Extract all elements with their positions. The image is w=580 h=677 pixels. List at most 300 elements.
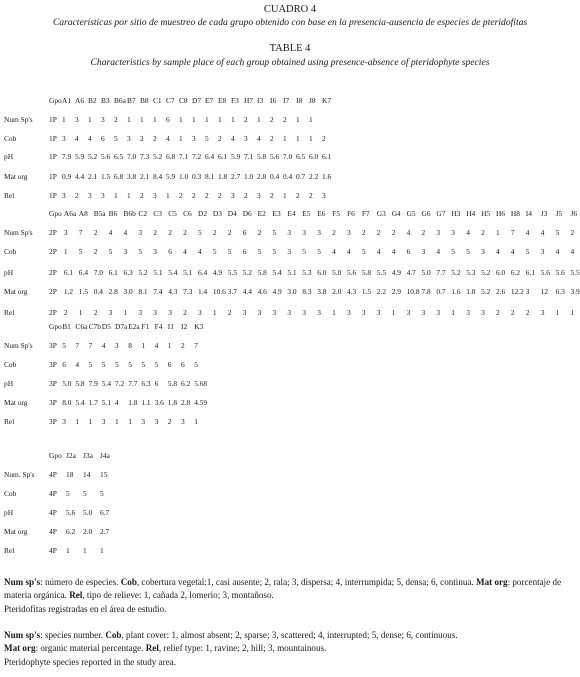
table-cell: 5.6 bbox=[540, 268, 550, 277]
table-cell: 1 bbox=[283, 134, 287, 143]
table-cell: 5 bbox=[194, 360, 198, 369]
table-cell: 2 bbox=[376, 228, 381, 237]
table-cell: 8.1 bbox=[205, 172, 215, 181]
table-cell: 4 bbox=[540, 228, 545, 237]
table-cell: 2 bbox=[93, 247, 98, 256]
column-header: E7 bbox=[205, 96, 214, 105]
table-cell: 7 bbox=[78, 228, 83, 237]
column-header: K3 bbox=[194, 322, 204, 331]
table-cell: 4 bbox=[123, 228, 128, 237]
table-cell: 1 bbox=[83, 546, 87, 555]
table-cell: 1 bbox=[62, 115, 66, 124]
table-cell: 6.8 bbox=[166, 152, 176, 161]
table-cell: 1 bbox=[555, 308, 560, 317]
table-cell: 5 bbox=[205, 134, 209, 143]
table-cell: 7.9 bbox=[88, 379, 98, 388]
row-label: Mat org bbox=[4, 287, 28, 296]
table-cell: 6 bbox=[242, 247, 247, 256]
table-cell: 2 bbox=[481, 228, 485, 237]
table-cell: 5 bbox=[128, 360, 132, 369]
table-cell: 2 bbox=[93, 308, 98, 317]
table-cell: 7.7 bbox=[128, 379, 138, 388]
table-cell: 3 bbox=[406, 308, 411, 317]
spanish-legend bbox=[4, 576, 578, 616]
table-cell: 6.8 bbox=[114, 172, 124, 181]
table-cell: 2 bbox=[283, 115, 287, 124]
table-cell: 1 bbox=[309, 115, 313, 124]
table-cell: 0.9 bbox=[62, 172, 72, 181]
column-header: H3 bbox=[451, 209, 461, 218]
table-cell: 4.7 bbox=[406, 268, 416, 277]
table-cell: 1 bbox=[391, 308, 396, 317]
column-header: E3 bbox=[272, 209, 281, 218]
table-cell: 5.8 bbox=[167, 379, 178, 388]
table-cell: 1.5 bbox=[78, 287, 89, 296]
table-cell: 3 bbox=[88, 191, 92, 200]
table-cell: 5.6 bbox=[66, 508, 76, 517]
row-label: Mat org bbox=[4, 527, 28, 536]
table-cell: 3.8 bbox=[317, 287, 327, 296]
column-header: Gpo bbox=[49, 96, 62, 105]
table-cell: 8 bbox=[128, 341, 132, 350]
table-cell: 3 bbox=[62, 134, 66, 143]
table-cell: 6 bbox=[406, 247, 411, 256]
column-header: G6 bbox=[421, 209, 431, 218]
table-cell: 4 bbox=[406, 228, 411, 237]
table-cell: 3 bbox=[138, 308, 143, 317]
column-header: C3 bbox=[153, 209, 162, 218]
table-cell: 3 bbox=[451, 228, 455, 237]
table-cell: 8.0 bbox=[62, 398, 72, 407]
table-cell: 2 bbox=[244, 115, 248, 124]
table-cell: 7.1 bbox=[244, 152, 254, 161]
legend-term: Mat org bbox=[476, 577, 508, 587]
table-cell: 5.0 bbox=[83, 508, 93, 517]
table-cell: 7.0 bbox=[127, 152, 137, 161]
legend-def: , relief type: 1, ravine; 2, hill; 3, mountainous. bbox=[158, 643, 327, 654]
table-cell: 14 bbox=[83, 470, 91, 479]
column-header: B6b bbox=[123, 209, 136, 218]
table-cell: 5 bbox=[525, 247, 530, 256]
table-cell: 2 bbox=[322, 134, 326, 143]
table-cell: 4 bbox=[75, 134, 79, 143]
column-header: H8 bbox=[510, 209, 520, 218]
table-cell: 5.2 bbox=[138, 268, 148, 277]
column-header: A8 bbox=[78, 209, 88, 218]
table-cell: 2 bbox=[179, 191, 183, 200]
table-cell: 3 bbox=[127, 134, 131, 143]
table-cell: 5.5 bbox=[376, 268, 387, 277]
table-cell: 1 bbox=[283, 191, 287, 200]
table-cell: 6 bbox=[181, 360, 185, 369]
column-header: C6 bbox=[183, 209, 192, 218]
table-cell: 0.4 bbox=[283, 172, 293, 181]
table-cell: 3 bbox=[302, 308, 306, 317]
table-cell: 2 bbox=[205, 191, 209, 200]
table-cell: 2 bbox=[525, 308, 530, 317]
table-cell: 2.0 bbox=[83, 527, 93, 536]
table-cell: 2 bbox=[167, 417, 172, 426]
table-cell: 3 bbox=[361, 308, 366, 317]
column-header: C7b bbox=[88, 322, 101, 331]
table-cell: 2 bbox=[510, 308, 515, 317]
table-cell: 5.1 bbox=[101, 398, 112, 407]
table-cell: 4P bbox=[49, 470, 57, 479]
column-header: J3a bbox=[83, 451, 93, 460]
row-label: Mat org bbox=[4, 398, 28, 407]
legend-def: : organic material percentage. bbox=[35, 643, 146, 654]
table-cell: 2 bbox=[183, 308, 187, 317]
table-cell: 4 bbox=[555, 247, 560, 256]
table-cell: 1 bbox=[167, 341, 172, 350]
table-cell: 2.9 bbox=[391, 287, 401, 296]
table-cell: 4 bbox=[525, 228, 530, 237]
table-cell: 5.1 bbox=[287, 268, 297, 277]
table-cell: 2 bbox=[140, 134, 144, 143]
table-cell: 5 bbox=[115, 360, 119, 369]
table-cell: 6.2 bbox=[510, 268, 521, 277]
table-cell: 5 bbox=[317, 247, 321, 256]
table-cell: 5.0 bbox=[421, 268, 431, 277]
table-cell: 1 bbox=[194, 417, 198, 426]
table-cell: 2P bbox=[49, 308, 57, 317]
table-cell: 5 bbox=[114, 134, 118, 143]
table-cell: 5 bbox=[272, 228, 277, 237]
column-header: Gpo bbox=[49, 209, 62, 218]
table-cell: 2.0 bbox=[332, 287, 342, 296]
table-cell: 5.6 bbox=[270, 152, 280, 161]
table-cell: 5.4 bbox=[75, 398, 85, 407]
table-cell: 6.4 bbox=[198, 268, 208, 277]
table-cell: 1 bbox=[88, 417, 93, 426]
row-label: Cob bbox=[4, 247, 17, 256]
table-cell: 6.1 bbox=[525, 268, 536, 277]
table-cell: 3 bbox=[244, 134, 248, 143]
table-cell: 6.3 bbox=[555, 287, 565, 296]
table-cell: 6 bbox=[166, 115, 170, 124]
table-cell: 3 bbox=[347, 228, 351, 237]
table-cell: 4.3 bbox=[168, 287, 178, 296]
table-cell: 4 bbox=[88, 134, 92, 143]
column-header: E4 bbox=[287, 209, 296, 218]
table-cell: 3 bbox=[101, 191, 105, 200]
table-cell: 1P bbox=[49, 115, 57, 124]
row-label: Mat org bbox=[4, 172, 28, 181]
column-header: E8 bbox=[218, 96, 227, 105]
table-cell: 5 bbox=[361, 247, 366, 256]
row-label: Rel bbox=[4, 191, 15, 200]
column-header: I4 bbox=[525, 209, 532, 218]
legend-term: Num sp's bbox=[4, 577, 41, 587]
table-cell: 5.6 bbox=[101, 152, 111, 161]
table-title: TABLE 4 bbox=[269, 43, 311, 54]
table-cell: 2 bbox=[270, 191, 274, 200]
table-cell: 3 bbox=[123, 247, 128, 256]
table-cell: 7 bbox=[510, 228, 515, 237]
table-cell: 5 bbox=[101, 360, 106, 369]
table-cell: 5.3 bbox=[302, 268, 312, 277]
table-cell: 3 bbox=[436, 228, 441, 237]
table-cell: 5 bbox=[257, 247, 262, 256]
table-cell: 3 bbox=[75, 115, 79, 124]
table-cell: 3 bbox=[242, 308, 247, 317]
table-cell: 6.1 bbox=[108, 268, 118, 277]
table-cell: 2 bbox=[183, 228, 187, 237]
column-header: D2 bbox=[198, 209, 208, 218]
table-cell: 5.3 bbox=[466, 268, 476, 277]
table-cell: 18 bbox=[66, 470, 74, 479]
table-cell: 2 bbox=[212, 228, 217, 237]
table-cell: 4 bbox=[376, 247, 381, 256]
table-cell: 6 bbox=[62, 360, 66, 369]
cuadro-title: CUADRO 4 bbox=[263, 4, 317, 15]
table-cell: 10.6 bbox=[212, 287, 226, 296]
table-cell: 2.1 bbox=[88, 172, 98, 181]
table-cell: 2P bbox=[49, 268, 57, 277]
table-cell: 3 bbox=[436, 308, 441, 317]
table-cell: 2 bbox=[332, 228, 336, 237]
column-header: A6a bbox=[63, 209, 77, 218]
table-cell: 3 bbox=[525, 287, 530, 296]
table-cell: 4 bbox=[257, 134, 261, 143]
table-cell: 3.7 bbox=[227, 287, 238, 296]
table-cell: 4 bbox=[115, 398, 119, 407]
table-cell: 2P bbox=[49, 228, 57, 237]
table-cell: 3 bbox=[108, 308, 113, 317]
table-cell: 4 bbox=[466, 228, 470, 237]
table-cell: 1 bbox=[296, 134, 300, 143]
table-cell: 4 bbox=[198, 247, 202, 256]
table-cell: 1 bbox=[231, 115, 235, 124]
table-cell: 3 bbox=[141, 417, 146, 426]
table-cell: 3P bbox=[49, 360, 57, 369]
table-cell: 5 bbox=[451, 247, 455, 256]
table-cell: 6.4 bbox=[78, 268, 89, 277]
table-cell: 3 bbox=[481, 247, 485, 256]
column-header: B1 bbox=[62, 322, 71, 331]
table-cell: 6.5 bbox=[296, 152, 306, 161]
table-cell: 2 bbox=[153, 228, 157, 237]
english-caption: Characteristics by sample place of each group obtained using presence-absence of pteridophyte species bbox=[90, 57, 490, 68]
table-cell: 5 bbox=[466, 247, 470, 256]
table-cell: 2 bbox=[309, 191, 313, 200]
table-cell: 1 bbox=[153, 115, 157, 124]
column-header: B7 bbox=[127, 96, 136, 105]
table-cell: 2.7 bbox=[231, 172, 241, 181]
table-cell: 1.5 bbox=[361, 287, 372, 296]
row-label: Num Sp's bbox=[4, 341, 33, 350]
table-cell: 3 bbox=[192, 134, 196, 143]
table-cell: 3 bbox=[153, 308, 157, 317]
table-cell: 6.4 bbox=[205, 152, 215, 161]
table-cell: 5 bbox=[198, 228, 202, 237]
table-cell: 1 bbox=[63, 247, 68, 256]
table-cell: 1.7 bbox=[88, 398, 98, 407]
table-cell: 5 bbox=[66, 489, 70, 498]
table-cell: 5.9 bbox=[231, 152, 241, 161]
table-cell: 2.2 bbox=[376, 287, 387, 296]
table-cell: 1.8 bbox=[218, 172, 228, 181]
table-cell: 5 bbox=[212, 247, 217, 256]
table-cell: 3 bbox=[481, 308, 485, 317]
column-header: H7 bbox=[244, 96, 254, 105]
table-cell: 1 bbox=[451, 308, 455, 317]
table-cell: 1 bbox=[179, 115, 183, 124]
table-cell: 7.9 bbox=[62, 152, 72, 161]
table-cell: 5 bbox=[88, 360, 93, 369]
column-header: I3 bbox=[257, 96, 264, 105]
table-cell: 7.3 bbox=[140, 152, 150, 161]
table-cell: 7.3 bbox=[183, 287, 193, 296]
column-header: B5a bbox=[93, 209, 106, 218]
table-cell: 4 bbox=[332, 247, 336, 256]
table-cell: 6.0 bbox=[317, 268, 327, 277]
column-header: H5 bbox=[481, 209, 491, 218]
table-cell: 3 bbox=[322, 191, 326, 200]
table-cell: 5.4 bbox=[168, 268, 178, 277]
column-header: B6a bbox=[114, 96, 126, 105]
table-cell: 2 bbox=[114, 115, 118, 124]
table-cell: 3 bbox=[376, 308, 381, 317]
column-header: D7a bbox=[115, 322, 128, 331]
column-header: J3 bbox=[540, 209, 548, 218]
column-header: D7 bbox=[192, 96, 202, 105]
column-header: B3 bbox=[101, 96, 110, 105]
table-cell: 3 bbox=[540, 247, 545, 256]
table-cell: 3 bbox=[287, 228, 292, 237]
column-header: C7 bbox=[166, 96, 175, 105]
table-cell: 3 bbox=[317, 308, 321, 317]
table-cell: 5.8 bbox=[361, 268, 372, 277]
table-cell: 0.7 bbox=[436, 287, 446, 296]
table-cell: 6.1 bbox=[218, 152, 228, 161]
table-cell: 5 bbox=[138, 247, 143, 256]
table-cell: 1.0 bbox=[244, 172, 254, 181]
row-label: Rel bbox=[4, 546, 15, 555]
row-label: Rel bbox=[4, 308, 15, 317]
table-cell: 4 bbox=[75, 360, 80, 369]
table-cell: 5.6 bbox=[347, 268, 357, 277]
table-cell: 7 bbox=[88, 341, 93, 350]
table-cell: 3 bbox=[138, 228, 143, 237]
table-cell: 3P bbox=[49, 398, 57, 407]
legend-term: Mat org bbox=[4, 643, 36, 654]
table-cell: 1 bbox=[205, 115, 209, 124]
table-cell: 1 bbox=[128, 417, 132, 426]
table-cell: 1 bbox=[212, 308, 217, 317]
table-cell: 4 bbox=[347, 247, 351, 256]
row-label: pH bbox=[4, 152, 14, 161]
table-cell: 4.4 bbox=[242, 287, 252, 296]
table-cell: 1.4 bbox=[198, 287, 208, 296]
legend-def: , tipo de relieve: 1, cañada 2, lomerio; 3, montañoso. bbox=[82, 590, 274, 601]
legend-footer: Pteridofitas registradas en el área de estudio. bbox=[4, 603, 167, 614]
table-cell: 5.2 bbox=[451, 268, 461, 277]
column-header: I8 bbox=[296, 96, 303, 105]
column-header: B2 bbox=[88, 96, 97, 105]
table-cell: 1 bbox=[309, 134, 313, 143]
column-header: D5 bbox=[101, 322, 111, 331]
table-cell: 2.7 bbox=[100, 527, 110, 536]
table-cell: 6.3 bbox=[123, 268, 133, 277]
table-cell: 4 bbox=[166, 134, 170, 143]
table-cell: 4.3 bbox=[347, 287, 357, 296]
table-cell: 3 bbox=[181, 417, 185, 426]
table-cell: 2 bbox=[227, 308, 232, 317]
table-cell: 5.8 bbox=[257, 268, 267, 277]
table-cell: 7.1 bbox=[179, 152, 189, 161]
row-label: Cob bbox=[4, 489, 17, 498]
row-label: pH bbox=[4, 268, 14, 277]
table-cell: 0.4 bbox=[93, 287, 103, 296]
column-header: J2a bbox=[66, 451, 76, 460]
table-cell: 4.9 bbox=[212, 268, 223, 277]
table-cell: 5 bbox=[108, 247, 113, 256]
table-cell: 7.2 bbox=[115, 379, 125, 388]
table-cell: 10.8 bbox=[406, 287, 420, 296]
table-cell: 5.1 bbox=[183, 268, 193, 277]
table-cell: 2 bbox=[227, 228, 232, 237]
table-cell: 12 bbox=[540, 287, 549, 296]
table-cell: 2 bbox=[181, 341, 185, 350]
row-label: pH bbox=[4, 508, 14, 517]
table-cell: 7 bbox=[194, 341, 198, 350]
table-cell: 1P bbox=[49, 172, 57, 181]
table-cell: 5.9 bbox=[75, 152, 85, 161]
table-cell: 4.9 bbox=[391, 268, 401, 277]
column-header: B8 bbox=[140, 96, 149, 105]
table-cell: 5.2 bbox=[88, 152, 98, 161]
table-cell: 7.4 bbox=[153, 287, 163, 296]
row-label: Cob bbox=[4, 360, 17, 369]
column-header: J6 bbox=[570, 209, 578, 218]
table-cell: 2 bbox=[75, 191, 79, 200]
column-header: Gpo bbox=[49, 451, 62, 460]
table-cell: 8.4 bbox=[153, 172, 163, 181]
table-cell: 2 bbox=[192, 191, 196, 200]
table-cell: 4P bbox=[49, 508, 57, 517]
table-cell: 8.1 bbox=[138, 287, 148, 296]
table-cell: 7 bbox=[75, 341, 80, 350]
table-cell: 4 bbox=[154, 341, 159, 350]
table-cell: 3 bbox=[466, 308, 470, 317]
table-cell: 1 bbox=[100, 546, 104, 555]
table-cell: 3 bbox=[231, 191, 235, 200]
table-cell: 5.2 bbox=[481, 268, 491, 277]
table-cell: 3 bbox=[101, 417, 106, 426]
table-cell: 3 bbox=[540, 308, 545, 317]
table-cell: 1.0 bbox=[179, 172, 189, 181]
table-cell: 6 bbox=[242, 228, 247, 237]
table-cell: 7.0 bbox=[93, 268, 103, 277]
table-cell: 2 bbox=[168, 228, 172, 237]
table-cell: 6.3 bbox=[141, 379, 151, 388]
table-cell: 6 bbox=[168, 247, 172, 256]
column-header: E6 bbox=[317, 209, 326, 218]
table-cell: 2 bbox=[244, 191, 248, 200]
table-cell: 1.6 bbox=[322, 172, 332, 181]
table-cell: 5.6 bbox=[555, 268, 565, 277]
table-cell: 4.4 bbox=[75, 172, 85, 181]
column-header: C6a bbox=[75, 322, 88, 331]
column-header: G7 bbox=[436, 209, 446, 218]
column-header: J8 bbox=[309, 96, 316, 105]
table-cell: 1 bbox=[192, 115, 196, 124]
table-cell: 5.8 bbox=[257, 152, 267, 161]
table-cell: 12.2 bbox=[510, 287, 524, 296]
table-cell: 4 bbox=[231, 134, 235, 143]
table-cell: 4 bbox=[570, 247, 575, 256]
